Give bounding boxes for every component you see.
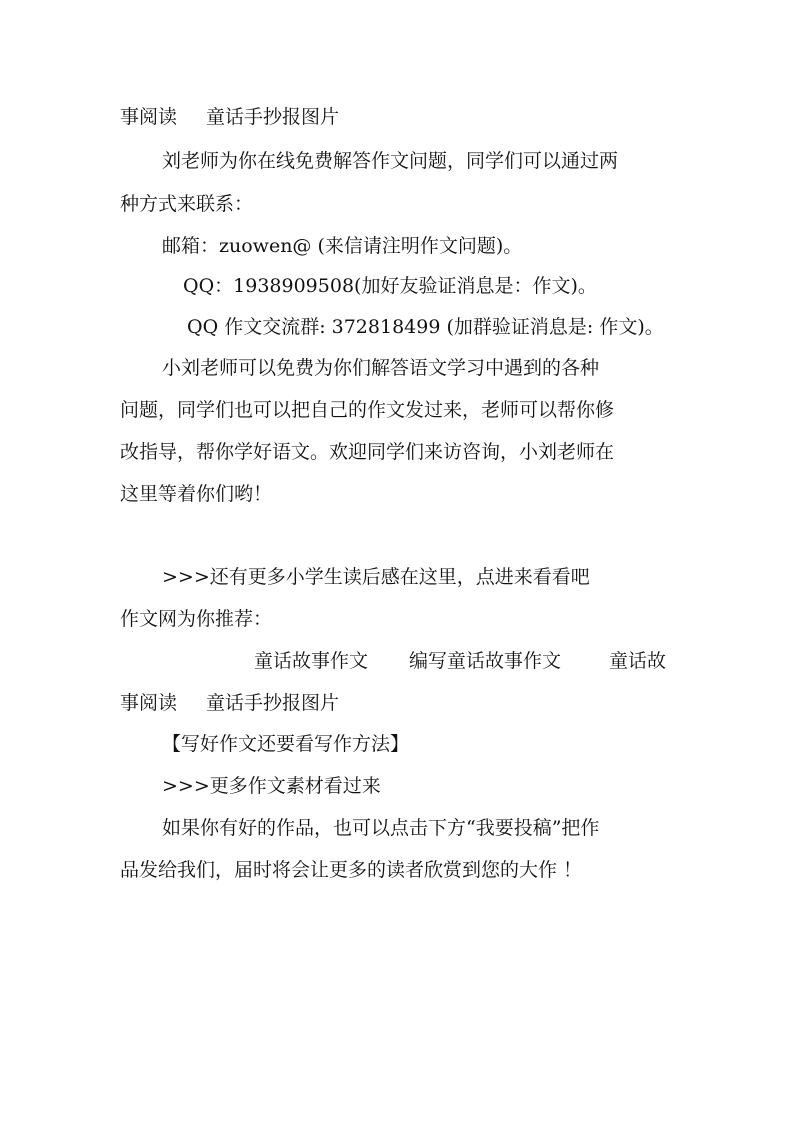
more-reviews-link[interactable]: >>>还有更多小学生读后感在这里，点进来看看吧 [162, 566, 590, 588]
teacher-offer-line-2: 问题，同学们也可以把自己的作文发过来，老师可以帮你修 [120, 399, 615, 421]
rec-link-fairy-tale-reading-cont[interactable]: 事阅读 [120, 692, 178, 714]
submit-line-2: 品发给我们，届时将会让更多的读者欣赏到您的大作 ！ [120, 859, 583, 881]
recommend-label: 作文网为你推荐： [120, 608, 273, 630]
teacher-offer-line-3: 改指导，帮你学好语文。欢迎同学们来访咨询，小刘老师在 [120, 441, 615, 463]
writing-method-link[interactable]: 【写好作文还要看写作方法】 [162, 733, 410, 755]
qq-contact: QQ：1938909508(加好友验证消息是：作文)。 [183, 275, 597, 297]
email-contact: 邮箱：zuowen@ (来信请注明作文问题)。 [162, 235, 523, 257]
link-handmade-newspaper-top[interactable]: 童话手抄报图片 [206, 106, 340, 128]
rec-link-handmade-newspaper[interactable]: 童话手抄报图片 [206, 692, 340, 714]
rec-link-fairy-tale-reading[interactable]: 童话故 [609, 650, 667, 672]
link-story-reading-top[interactable]: 事阅读 [120, 106, 178, 128]
teacher-offer-line-1: 小刘老师可以免费为你们解答语文学习中遇到的各种 [162, 357, 600, 379]
rec-link-write-fairy-tale[interactable]: 编写童话故事作文 [409, 650, 562, 672]
rec-link-fairy-tale-essay[interactable]: 童话故事作文 [254, 650, 369, 672]
teacher-offer-line-4: 这里等着你们哟！ [120, 483, 273, 505]
teacher-intro-line-1: 刘老师为你在线免费解答作文问题，同学们可以通过两 [162, 150, 619, 172]
qq-group-contact: QQ 作文交流群: 372818499 (加群验证消息是: 作文)。 [187, 316, 664, 338]
submit-line-1: 如果你有好的作品，也可以点击下方“我要投稿”把作 [162, 817, 600, 839]
more-material-link[interactable]: >>>更多作文素材看过来 [162, 775, 381, 797]
teacher-intro-line-2: 种方式来联系： [120, 193, 254, 215]
